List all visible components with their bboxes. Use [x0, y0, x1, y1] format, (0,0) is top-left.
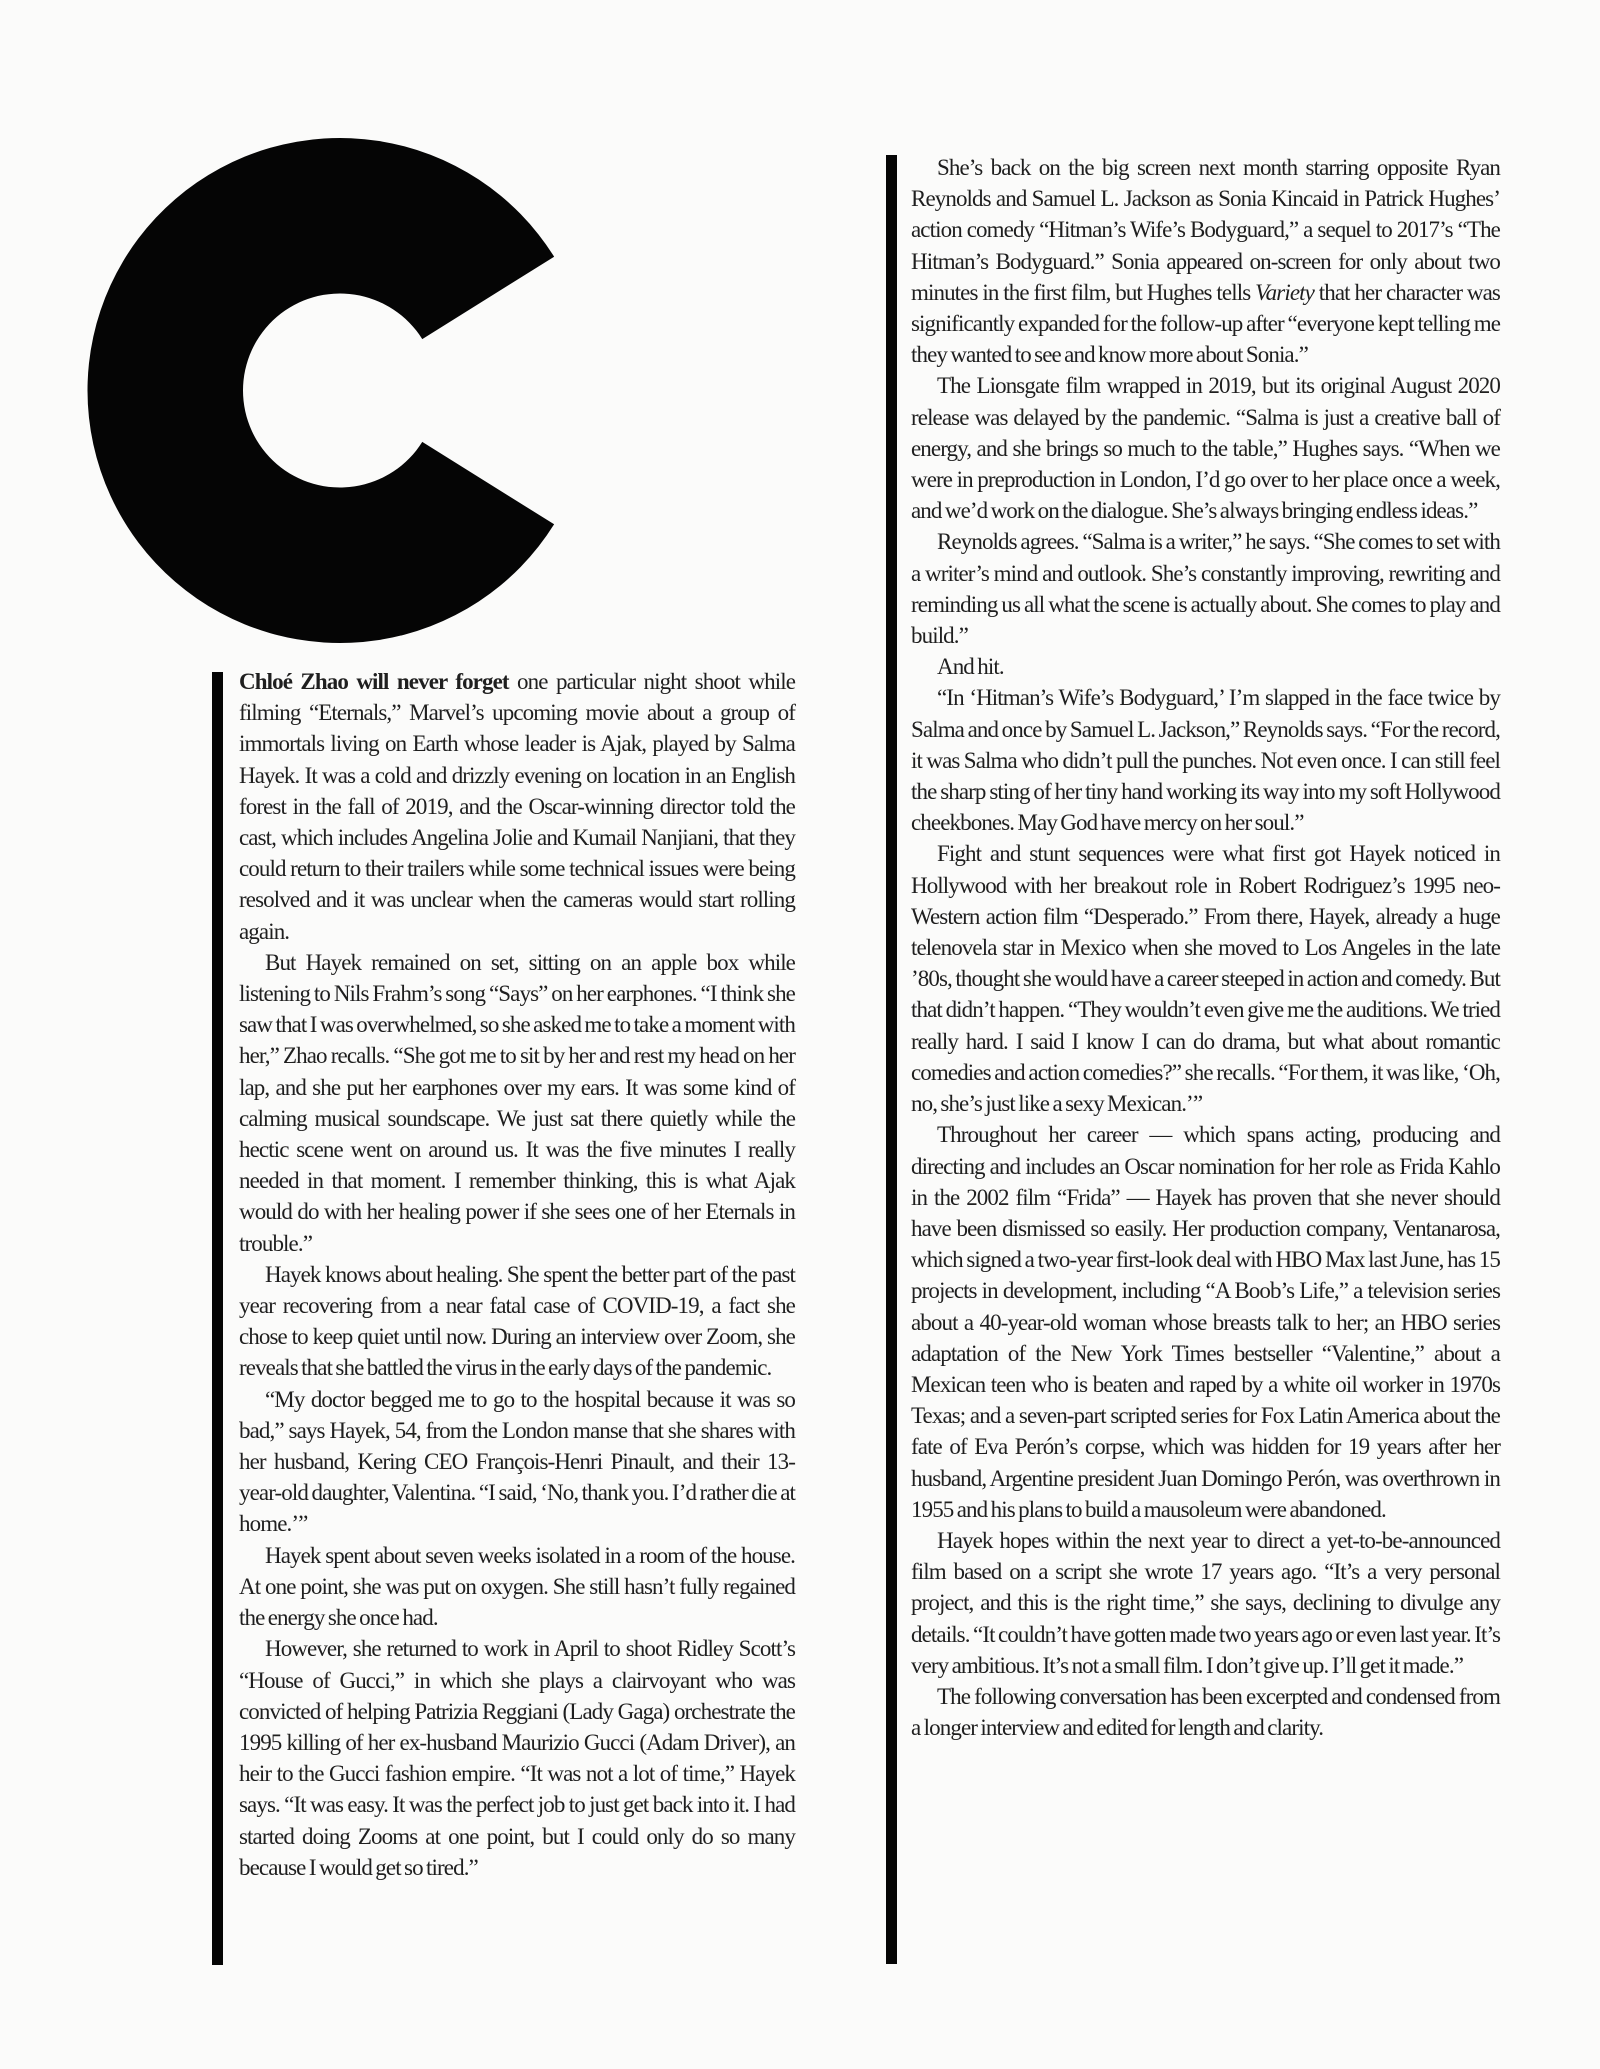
- paragraph: [911, 370, 1500, 526]
- paragraph: [911, 152, 1500, 370]
- text-run: However, she returned to work in April to shoot Ridley Scott’s “House of Gucci,” in which she plays a clairvoyant who was convicted of helping Patrizia Reggiani (Lady Gaga) orchestrate the 1995 killing of her ex-husband Maurizio Gucci (Adam Driver), an heir to the Gucci fashion empire. “It was not a lot of time,” Hayek says. “It was easy. It was the perfect job to just get back into it. I had started doing Zooms at one point, but I could only do so many because I would get so tired.”: [239, 1636, 795, 1880]
- text-run: Throughout her career — which spans acting, producing and directing and includes an Oscar nomination for her role as Frida Kahlo in the 2002 film “Frida” — Hayek has proven that she never should have been dismissed so easily. Her production company, Ventanarosa, which signed a two-year first-look deal with HBO Max last June, has 15 projects in development, including “A Boob’s Life,” a television series about a 40-year-old woman whose breasts talk to her; an HBO series adaptation of the New York Times bestseller “Valentine,” about a Mexican teen who is beaten and raped by a white oil worker in 1970s Texas; and a seven-part scripted series for Fox Latin America about the fate of Eva Perón’s corpse, which was hidden for 19 years after her husband, Argentine president Juan Domingo Perón, was overthrown in 1955 and his plans to build a mausoleum were abandoned.: [911, 1122, 1500, 1522]
- paragraph: [239, 1384, 795, 1540]
- paragraph: [911, 526, 1500, 651]
- paragraph: [239, 947, 795, 1259]
- paragraph: [911, 1681, 1500, 1743]
- paragraph: [239, 1633, 795, 1883]
- text-run: Reynolds agrees. “Salma is a writer,” he says. “She comes to set with a writer’s mind and outlook. She’s constantly improving, rewriting and reminding us all what the scene is actually about. She comes to play and build.”: [911, 529, 1500, 649]
- text-run: Hayek spent about seven weeks isolated in a room of the house. At one point, she was put on oxygen. She still hasn’t fully regained the energy she once had.: [239, 1542, 795, 1631]
- paragraph: [911, 651, 1500, 682]
- right-column-rule: [886, 155, 897, 1964]
- text-run: She’s back on the big screen next month starring opposite Ryan Reynolds and Samuel L. Jackson as Sonia Kincaid in Patrick Hughes’ action comedy “Hitman’s Wife’s Bodyguard,” a sequel to 2017’s “The Hitman’s Bodyguard.” Sonia appeared on-screen for only about two minutes in the first film, but Hughes tells: [911, 155, 1500, 305]
- left-column-rule: [212, 672, 223, 1965]
- italic-run: Variety: [1255, 279, 1314, 305]
- text-run: The Lionsgate film wrapped in 2019, but its original August 2020 release was delayed by the pandemic. “Salma is just a creative ball of energy, and she brings so much to the table,” Hughes says. “When we were in preproduction in London, I’d go over to her place once a week, and we’d work on the dialogue. She’s always bringing endless ideas.”: [911, 373, 1500, 524]
- text-run: one particular night shoot while filming “Eternals,” Marvel’s upcoming movie about a group of immortals living on Earth whose leader is Ajak, played by Salma Hayek. It was a cold and drizzly evening on location in an English forest in the fall of 2019, and the Oscar-winning director told the cast, which includes Angelina Jolie and Kumail Nanjiani, that they could return to their trailers while some technical issues were being resolved and it was unclear when the cameras would start rolling again.: [239, 669, 796, 944]
- text-run: And hit.: [937, 654, 1004, 680]
- paragraph: [911, 838, 1500, 1119]
- text-run: But Hayek remained on set, sitting on an apple box while listening to Nils Frahm’s song “Says” on her earphones. “I think she saw that I was overwhelmed, so she asked me to take a moment with her,” Zhao recalls. “She got me to sit by her and rest my head on her lap, and she put her earphones over my ears. It was some kind of calming musical soundscape. We just sat there quietly while the hectic scene went on around us. It was the five minutes I really needed in that moment. I remember thinking, this is what Ajak would do with her healing power if she sees one of her Eternals in trouble.”: [239, 949, 795, 1256]
- text-run: that her character was significantly expanded for the follow-up after “everyone kept telling me they wanted to see and know more about Sonia.”: [911, 279, 1500, 368]
- text-run: Hayek knows about healing. She spent the better part of the past year recovering from a near fatal case of COVID-19, a fact she chose to keep quiet until now. During an interview over Zoom, she reveals that she battled the virus in the early days of the pandemic.: [239, 1261, 795, 1381]
- text-run: Fight and stunt sequences were what first got Hayek noticed in Hollywood with her breakout role in Robert Rodriguez’s 1995 neo-Western action film “Desperado.” From there, Hayek, already a huge telenovela star in Mexico when she moved to Los Angeles in the late ’80s, thought she would have a career steeped in action and comedy. But that didn’t happen. “They wouldn’t even give me the auditions. We tried really hard. I said I know I can do drama, but what about romantic comedies and action comedies?” she recalls. “For them, it was like, ‘Oh, no, she’s just like a sexy Mexican.’”: [911, 841, 1500, 1117]
- paragraph: [239, 1259, 795, 1384]
- text-run: The following conversation has been excerpted and condensed from a longer interview and edited for length and clarity.: [911, 1683, 1500, 1741]
- paragraph: [239, 1540, 795, 1634]
- paragraph: [911, 682, 1500, 838]
- text-run: Hayek hopes within the next year to direct a yet-to-be-announced film based on a script she wrote 17 years ago. “It’s a very personal project, and this is the right time,” she says, declining to divulge any details. “It couldn’t have gotten made two years ago or even last year. It’s very ambitious. It’s not a small film. I don’t give up. I’ll get it made.”: [911, 1527, 1500, 1678]
- article-left-column: [239, 666, 795, 1883]
- bold-lead-in: Chloé Zhao will never forget: [239, 669, 509, 694]
- paragraph: [239, 666, 795, 947]
- article-right-column: [911, 152, 1500, 1743]
- paragraph: [911, 1119, 1500, 1525]
- text-run: “In ‘Hitman’s Wife’s Bodyguard,’ I’m slapped in the face twice by Salma and once by Samuel L. Jackson,” Reynolds says. “For the record, it was Salma who didn’t pull the punches. Not even once. I can still feel the sharp sting of her tiny hand working its way into my soft Hollywood cheekbones. May God have mercy on her soul.”: [911, 685, 1500, 836]
- text-run: “My doctor begged me to go to the hospital because it was so bad,” says Hayek, 54, from the London manse that she shares with her husband, Kering CEO François-Henri Pinault, and their 13-year-old daughter, Valentina. “I said, ‘No, thank you. I’d rather die at home.’”: [239, 1386, 795, 1537]
- paragraph: [911, 1525, 1500, 1681]
